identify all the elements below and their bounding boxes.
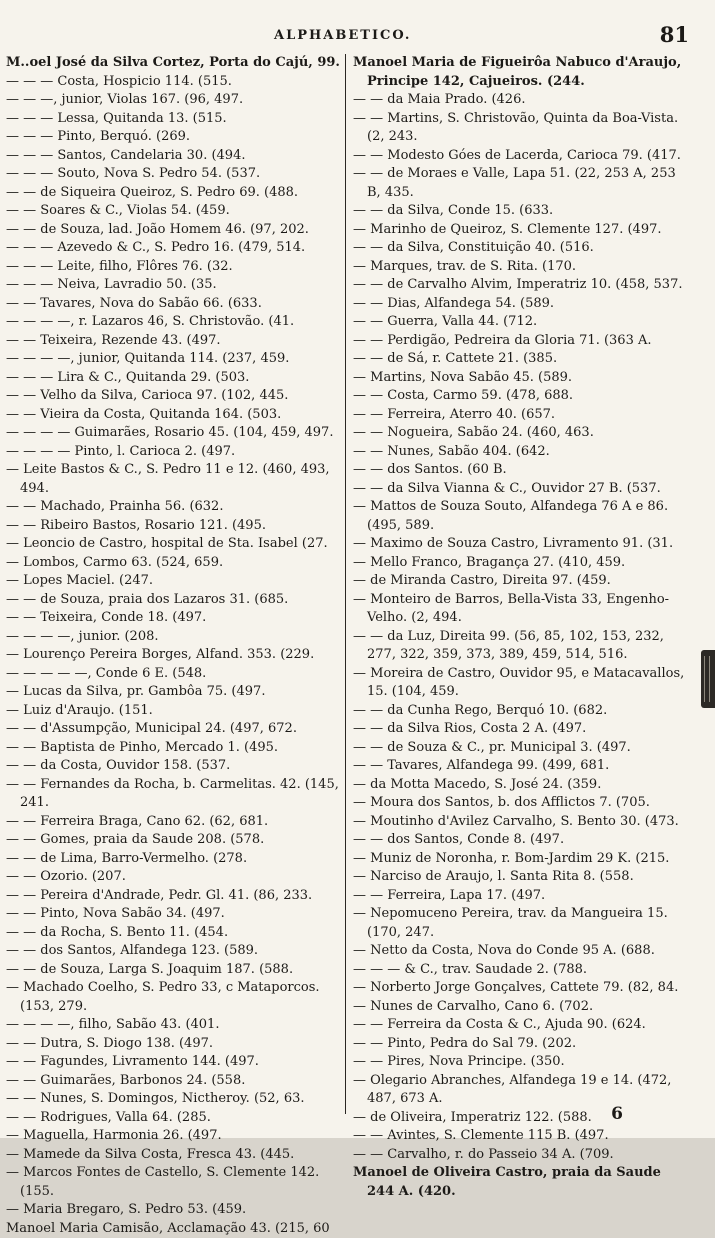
directory-entry: — — Carvalho, r. do Passeio 34 A. (709. <box>353 1146 687 1165</box>
directory-entry: — — Vieira da Costa, Quitanda 164. (503. <box>6 406 340 425</box>
directory-entry: — — da Silva Rios, Costa 2 A. (497. <box>353 720 687 739</box>
directory-entry: — — da Luz, Direita 99. (56, 85, 102, 153, 232, 277, 322, 359, 373, 389, 459, 514, 516. <box>353 628 687 665</box>
directory-entry: — — d'Assumpção, Municipal 24. (497, 672. <box>6 720 340 739</box>
directory-entry: — — Fernandes da Rocha, b. Carmelitas. 42. (145, 241. <box>6 776 340 813</box>
directory-entry: — — Avintes, S. Clemente 115 B. (497. <box>353 1127 687 1146</box>
directory-entry: — Mattos de Souza Souto, Alfandega 76 A e 86. (495, 589. <box>353 498 687 535</box>
directory-entry: — Leoncio de Castro, hospital de Sta. Isabel (27. <box>6 535 340 554</box>
directory-entry: — Moreira de Castro, Ouvidor 95, e Matacavallos, 15. (104, 459. <box>353 665 687 702</box>
directory-entry: — de Miranda Castro, Direita 97. (459. <box>353 572 687 591</box>
directory-entry: — — Ferreira, Lapa 17. (497. <box>353 887 687 906</box>
directory-entry: — Luiz d'Araujo. (151. <box>6 702 340 721</box>
directory-entry: — — da Costa, Ouvidor 158. (537. <box>6 757 340 776</box>
directory-entry: — — Perdigão, Pedreira da Gloria 71. (363 A. <box>353 332 687 351</box>
directory-entry: Manoel Maria Camisão, Acclamação 43. (215, 60 <box>6 1220 340 1238</box>
directory-entry: — Lourenço Pereira Borges, Alfand. 353. (229. <box>6 646 340 665</box>
directory-entry: — Olegario Abranches, Alfandega 19 e 14. (472, 487, 673 A. <box>353 1072 687 1109</box>
directory-entry: — — Pires, Nova Principe. (350. <box>353 1053 687 1072</box>
directory-entry: — Marques, trav. de S. Rita. (170. <box>353 258 687 277</box>
directory-entry: — — da Rocha, S. Bento 11. (454. <box>6 924 340 943</box>
directory-entry: — Muniz de Noronha, r. Bom-Jardim 29 K. (215. <box>353 850 687 869</box>
directory-entry: — Narciso de Araujo, l. Santa Rita 8. (558. <box>353 868 687 887</box>
directory-entry: — — de Moraes e Valle, Lapa 51. (22, 253 A, 253 B, 435. <box>353 165 687 202</box>
directory-entry: — — Nogueira, Sabão 24. (460, 463. <box>353 424 687 443</box>
directory-entry: — Maguella, Harmonia 26. (497. <box>6 1127 340 1146</box>
directory-entry: — — de Souza & C., pr. Municipal 3. (497. <box>353 739 687 758</box>
clasp-tab-icon <box>701 650 715 708</box>
directory-entry: — — Guerra, Valla 44. (712. <box>353 313 687 332</box>
directory-entry: — — — — —, Conde 6 E. (548. <box>6 665 340 684</box>
right-column <box>347 54 687 1114</box>
directory-entry: — — Fagundes, Livramento 144. (497. <box>6 1053 340 1072</box>
directory-entry: — — Pereira d'Andrade, Pedr. Gl. 41. (86, 233. <box>6 887 340 906</box>
directory-entry: — — da Silva Vianna & C., Ouvidor 27 B. (537. <box>353 480 687 499</box>
directory-entry: — — — —, junior. (208. <box>6 628 340 647</box>
directory-entry: — Netto da Costa, Nova do Conde 95 A. (688. <box>353 942 687 961</box>
directory-entry: — — da Silva, Conde 15. (633. <box>353 202 687 221</box>
directory-entry: — Leite Bastos & C., S. Pedro 11 e 12. (460, 493, 494. <box>6 461 340 498</box>
directory-entry: — — — Costa, Hospicio 114. (515. <box>6 73 340 92</box>
directory-entry: — — Nunes, Sabão 404. (642. <box>353 443 687 462</box>
directory-entry: — — Dias, Alfandega 54. (589. <box>353 295 687 314</box>
directory-entry: — Maria Bregaro, S. Pedro 53. (459. <box>6 1201 340 1220</box>
running-head: ALPHABETICO. <box>274 28 411 43</box>
directory-entry: — Nepomuceno Pereira, trav. da Mangueira 15. (170, 247. <box>353 905 687 942</box>
column-divider <box>345 54 346 1114</box>
directory-entry: — Moura dos Santos, b. dos Afflictos 7. (705. <box>353 794 687 813</box>
directory-entry: — de Oliveira, Imperatriz 122. (588. <box>353 1109 687 1128</box>
directory-entry: — Norberto Jorge Gonçalves, Cattete 79. (82, 84. <box>353 979 687 998</box>
directory-entry: — — Costa, Carmo 59. (478, 688. <box>353 387 687 406</box>
directory-entry: — — Teixeira, Rezende 43. (497. <box>6 332 340 351</box>
directory-entry: — — — Leite, filho, Flôres 76. (32. <box>6 258 340 277</box>
directory-entry: — — Soares & C., Violas 54. (459. <box>6 202 340 221</box>
directory-entry: — Lombos, Carmo 63. (524, 659. <box>6 554 340 573</box>
directory-entry: — Moutinho d'Avilez Carvalho, S. Bento 30. (473. <box>353 813 687 832</box>
directory-entry: — — Ribeiro Bastos, Rosario 121. (495. <box>6 517 340 536</box>
directory-entry: — — Ferreira, Aterro 40. (657. <box>353 406 687 425</box>
signature-mark: 6 <box>611 1104 623 1124</box>
directory-entry: — Marinho de Queiroz, S. Clemente 127. (497. <box>353 221 687 240</box>
page-header <box>6 22 705 54</box>
directory-entry: — — Pinto, Nova Sabão 34. (497. <box>6 905 340 924</box>
left-column <box>6 54 344 1114</box>
directory-entry: — — Pinto, Pedra do Sal 79. (202. <box>353 1035 687 1054</box>
directory-entry: — — — —, filho, Sabão 43. (401. <box>6 1016 340 1035</box>
directory-entry: — — dos Santos, Alfandega 123. (589. <box>6 942 340 961</box>
directory-entry: — — Baptista de Pinho, Mercado 1. (495. <box>6 739 340 758</box>
directory-entry: — — da Maia Prado. (426. <box>353 91 687 110</box>
directory-entry: — Lopes Maciel. (247. <box>6 572 340 591</box>
directory-entry: — Mamede da Silva Costa, Fresca 43. (445. <box>6 1146 340 1165</box>
directory-entry: — — Nunes, S. Domingos, Nictheroy. (52, 63. <box>6 1090 340 1109</box>
directory-entry: Manoel Maria de Figueirôa Nabuco d'Araujo, Principe 142, Cajueiros. (244. <box>353 54 687 91</box>
directory-entry: — — da Silva, Constituição 40. (516. <box>353 239 687 258</box>
directory-entry: — — Tavares, Alfandega 99. (499, 681. <box>353 757 687 776</box>
directory-entry: — Marcos Fontes de Castello, S. Clemente 142. (155. <box>6 1164 340 1201</box>
directory-entry: — — Guimarães, Barbonos 24. (558. <box>6 1072 340 1091</box>
directory-entry: — — Gomes, praia da Saude 208. (578. <box>6 831 340 850</box>
directory-entry: — — — & C., trav. Saudade 2. (788. <box>353 961 687 980</box>
directory-entry: — — — —, r. Lazaros 46, S. Christovão. (41. <box>6 313 340 332</box>
directory-entry: — — — Souto, Nova S. Pedro 54. (537. <box>6 165 340 184</box>
directory-entry: — — — Neiva, Lavradio 50. (35. <box>6 276 340 295</box>
directory-entry: Manoel de Oliveira Castro, praia da Saude 244 A. (420. <box>353 1164 687 1201</box>
directory-entry: — — Rodrigues, Valla 64. (285. <box>6 1109 340 1128</box>
directory-entry: — — Ferreira Braga, Cano 62. (62, 681. <box>6 813 340 832</box>
directory-entry: — Maximo de Souza Castro, Livramento 91. (31. <box>353 535 687 554</box>
directory-entry: — — — Santos, Candelaria 30. (494. <box>6 147 340 166</box>
directory-entry: — — Ferreira da Costa & C., Ajuda 90. (624. <box>353 1016 687 1035</box>
directory-entry: — Martins, Nova Sabão 45. (589. <box>353 369 687 388</box>
directory-entry: — — — — Pinto, l. Carioca 2. (497. <box>6 443 340 462</box>
directory-entry: — — — Lira & C., Quitanda 29. (503. <box>6 369 340 388</box>
directory-entry: — — — Lessa, Quitanda 13. (515. <box>6 110 340 129</box>
directory-entry: — — dos Santos, Conde 8. (497. <box>353 831 687 850</box>
directory-entry: — Machado Coelho, S. Pedro 33, c Mataporcos. (153, 279. <box>6 979 340 1016</box>
directory-entry: — — Teixeira, Conde 18. (497. <box>6 609 340 628</box>
columns <box>6 54 705 1114</box>
directory-entry: — — Martins, S. Christovão, Quinta da Boa-Vista. (2, 243. <box>353 110 687 147</box>
directory-entry: — da Motta Macedo, S. José 24. (359. <box>353 776 687 795</box>
directory-entry: — — de Sá, r. Cattete 21. (385. <box>353 350 687 369</box>
directory-entry: — Nunes de Carvalho, Cano 6. (702. <box>353 998 687 1017</box>
directory-entry: — — de Souza, Larga S. Joaquim 187. (588. <box>6 961 340 980</box>
directory-entry: — — —, junior, Violas 167. (96, 497. <box>6 91 340 110</box>
directory-entry: — — de Souza, praia dos Lazaros 31. (685. <box>6 591 340 610</box>
directory-entry: — — — Azevedo & C., S. Pedro 16. (479, 514. <box>6 239 340 258</box>
directory-entry: — — Ozorio. (207. <box>6 868 340 887</box>
directory-entry: M..oel José da Silva Cortez, Porta do Cajú, 99. <box>6 54 340 73</box>
directory-entry: — — Machado, Prainha 56. (632. <box>6 498 340 517</box>
directory-entry: — Lucas da Silva, pr. Gambôa 75. (497. <box>6 683 340 702</box>
directory-entry: — — Dutra, S. Diogo 138. (497. <box>6 1035 340 1054</box>
directory-entry: — — de Souza, lad. João Homem 46. (97, 202. <box>6 221 340 240</box>
directory-entry: — — dos Santos. (60 B. <box>353 461 687 480</box>
directory-entry: — — — — Guimarães, Rosario 45. (104, 459, 497. <box>6 424 340 443</box>
directory-entry: — — Velho da Silva, Carioca 97. (102, 445. <box>6 387 340 406</box>
directory-entry: — Mello Franco, Bragança 27. (410, 459. <box>353 554 687 573</box>
directory-entry: — — Tavares, Nova do Sabão 66. (633. <box>6 295 340 314</box>
directory-entry: — Monteiro de Barros, Bella-Vista 33, Engenho-Velho. (2, 494. <box>353 591 687 628</box>
directory-entry: — — de Siqueira Queiroz, S. Pedro 69. (488. <box>6 184 340 203</box>
directory-entry: — — de Lima, Barro-Vermelho. (278. <box>6 850 340 869</box>
directory-entry: — — Modesto Góes de Lacerda, Carioca 79. (417. <box>353 147 687 166</box>
directory-entry: — — de Carvalho Alvim, Imperatriz 10. (458, 537. <box>353 276 687 295</box>
directory-entry: — — da Cunha Rego, Berquó 10. (682. <box>353 702 687 721</box>
directory-entry: — — — Pinto, Berquó. (269. <box>6 128 340 147</box>
directory-entry: — — — —, junior, Quitanda 114. (237, 459. <box>6 350 340 369</box>
page-number: 81 <box>660 22 689 47</box>
